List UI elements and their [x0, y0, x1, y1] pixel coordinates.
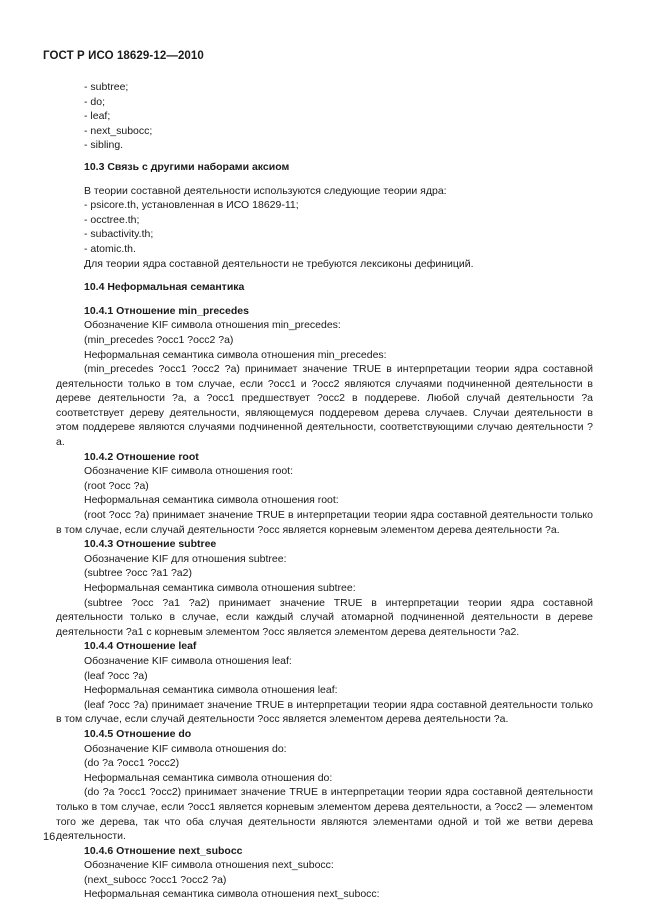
semantics-label: Неформальная семантика символа отношения next_subocc:	[84, 888, 380, 901]
list-item: - psicore.th, установленная в ИСО 18629-11;	[84, 199, 299, 212]
list-item: - atomic.th.	[84, 242, 136, 255]
document-header: ГОСТ Р ИСО 18629-12—2010	[43, 50, 204, 62]
section-heading-10-4-5: 10.4.5 Отношение do	[84, 727, 192, 740]
kif-expression: (min_precedes ?occ1 ?occ2 ?a)	[84, 333, 234, 346]
list-item: - next_subocc;	[84, 124, 153, 137]
kif-label: Обозначение KIF символа отношения do:	[84, 742, 287, 755]
kif-expression: (leaf ?occ ?a)	[84, 669, 148, 682]
list-item: - sibling.	[84, 139, 124, 152]
semantics-body: (subtree ?occ ?a1 ?a2) принимает значение TRUE в интерпретации теории ядра составной деятельности только в случае, если каждый случай атомарной подчиненной деятельности в дереве деятельности ?a1 с корневым элементом ?occ является элементом дерева деятельности ?a2.	[56, 596, 593, 638]
kif-expression: (next_subocc ?occ1 ?occ2 ?a)	[84, 873, 227, 886]
semantics-body: (do ?a ?occ1 ?occ2) принимает значение TRUE в интерпретации теории ядра составной деятельности только в том случае, если ?occ1 является корневым элементом дерева деятельности, а ?occ2 — элементом того же дерева, так что оба случая деятельности являются элементами одной и той же ветви дерева деятельности.	[56, 786, 593, 843]
kif-label: Обозначение KIF символа отношения root:	[84, 465, 293, 478]
section-intro: В теории составной деятельности используются следующие теории ядра:	[84, 184, 447, 197]
list-item: - occtree.th;	[84, 213, 140, 226]
kif-label: Обозначение KIF символа отношения leaf:	[84, 654, 292, 667]
section-heading-10-3: 10.3 Связь с другими наборами аксиом	[84, 160, 290, 173]
section-heading-10-4-6: 10.4.6 Отношение next_subocc	[84, 844, 243, 857]
list-item: - do;	[84, 95, 106, 108]
page-content	[56, 80, 593, 902]
section-heading-10-4: 10.4 Неформальная семантика	[84, 281, 245, 294]
list-item: - subtree;	[84, 81, 129, 93]
axiom-list	[56, 80, 593, 153]
kif-label: Обозначение KIF символа отношения min_precedes:	[84, 319, 341, 332]
semantics-body: (leaf ?occ ?a) принимает значение TRUE в интерпретации теории ядра составной деятельности только в том случае, если случай деятельности ?occ является элементом дерева деятельности ?a.	[56, 698, 593, 726]
section-outro: Для теории ядра составной деятельности не требуются лексиконы дефиниций.	[84, 257, 474, 270]
semantics-label: Неформальная семантика символа отношения root:	[84, 494, 339, 507]
semantics-body: (root ?occ ?a) принимает значение TRUE в интерпретации теории ядра составной деятельности только в том случае, если случай деятельности ?occ является корневым элементом дерева деятельности ?a.	[56, 509, 593, 536]
kif-label: Обозначение KIF символа отношения next_subocc:	[84, 859, 334, 872]
section-heading-10-4-1: 10.4.1 Отношение min_precedes	[84, 304, 249, 317]
section-heading-10-4-2: 10.4.2 Отношение root	[84, 450, 199, 463]
kif-expression: (do ?a ?occ1 ?occ2)	[84, 757, 180, 770]
semantics-body: (min_precedes ?occ1 ?occ2 ?a) принимает значение TRUE в интерпретации теории ядра составной деятельности только в том случае, если ?occ1 и ?occ2 являются случаями подчиненной деятельности в дереве деятельности ?a, а ?occ1 предшествует ?occ2 в поддереве. Любой случай деятельности ?a соответствует дереву деятельности, являющемуся поддеревом дерева случаев. Случаи деятельности в этом поддереве являются случаями подчиненной деятельности, соответствующими случаю деятельности ?a.	[56, 363, 593, 449]
list-item: - leaf;	[84, 110, 111, 123]
kif-expression: (root ?occ ?a)	[84, 479, 149, 492]
section-heading-10-4-4: 10.4.4 Отношение leaf	[84, 640, 197, 653]
core-theories-list	[56, 198, 593, 256]
section-heading-10-4-3: 10.4.3 Отношение subtree	[84, 538, 217, 551]
semantics-label: Неформальная семантика символа отношения min_precedes:	[84, 348, 387, 361]
kif-expression: (subtree ?occ ?a1 ?a2)	[84, 567, 192, 580]
semantics-label: Неформальная семантика символа отношения subtree:	[84, 582, 356, 594]
semantics-label: Неформальная семантика символа отношения leaf:	[84, 684, 338, 697]
page-number: 16	[43, 831, 56, 843]
kif-label: Обозначение KIF для отношения subtree:	[84, 552, 287, 565]
list-item: - subactivity.th;	[84, 228, 154, 241]
semantics-label: Неформальная семантика символа отношения do:	[84, 771, 333, 784]
